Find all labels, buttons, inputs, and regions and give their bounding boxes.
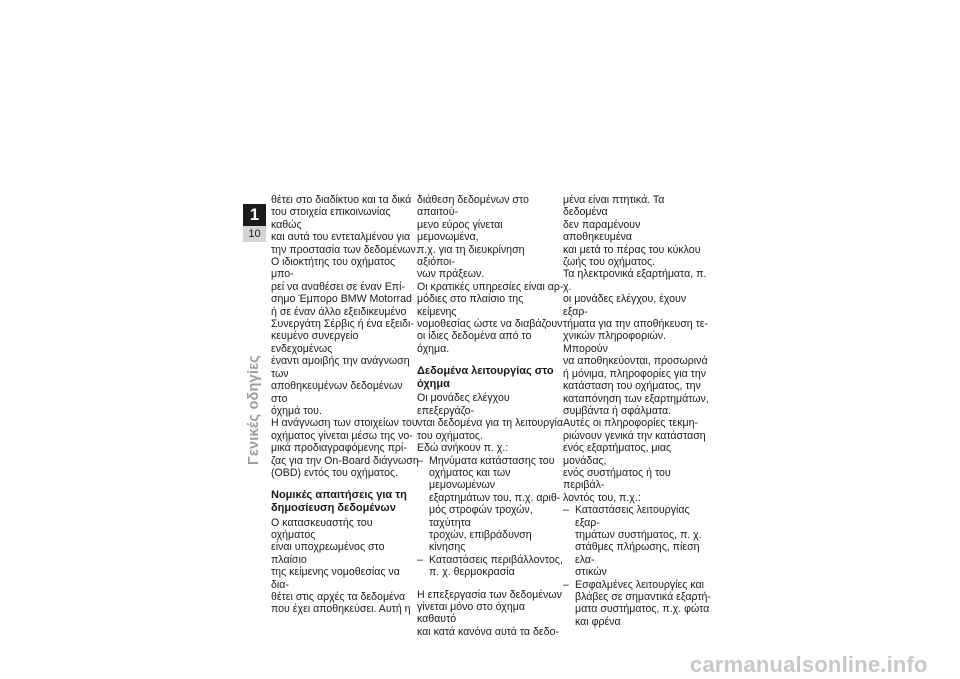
list-item: – Καταστάσεις περιβάλλοντος, π. χ. θερμοκρασία bbox=[417, 554, 565, 579]
stored-info-list bbox=[563, 504, 711, 628]
watermark: carmanualsonline.info bbox=[690, 652, 928, 677]
paragraph-legal-continued: διάθεση δεδομένων στο απαιτού- μενο εύρος γίνεται μεμονωμένα, π.χ. για τη διευκρίνηση αξιόποι- νων πράξεων. Οι κρατικές υπηρεσίες είναι αρ- μόδιες στο πλαίσιο της κείμενης νομοθεσίας ώστε να διαβάζουν οι ίδιες δεδομένα από το όχημα. bbox=[417, 194, 564, 355]
text-column-1 bbox=[271, 194, 419, 616]
paragraph-data-access: θέτει στο διαδίκτυο και τα δικά του στοιχεία επικοινωνίας καθώς και αυτά του εντεταλμένου για την προστασία των δεδομένων. Ο ιδιοκτήτης του οχήματος μπο- ρεί να αναθέσει σε έναν Επί- σημο Έμπορο BMW Motorrad ή σε έναν άλλο εξειδικευμένο Συνεργάτη Σέρβις ή ένα εξειδι- κευμένο συνεργείο ενδεχομένως έναντι αμοιβής την ανάγνωση των αποθηκευμένων δεδομένων στο όχημά του. Η ανάγνωση των στοιχείων του οχήματος γίνεται μέσω της νο- μικά προδιαγραφόμενης πρί- ζας για την On-Board διάγνωση (OBD) εντός του οχήματος. bbox=[271, 194, 419, 479]
page-number: 10 bbox=[243, 226, 266, 242]
paragraph-processing-continued: μένα είναι πτητικά. Τα δεδομένα δεν παραμένουν αποθηκευμένα και μετά το πέρας του κύκλου ζωής του οχήματος. Τα ηλεκτρονικά εξαρτήματα, π. χ. οι μονάδες ελέγχου, έχουν εξαρ- τήματα για την αποθήκευση τε- χνικών πληροφοριών. Μπορούν να αποθηκεύονται, προσωρινά ή μόνιμα, πληροφορίες για την κατάσταση του οχήματος, την καταπόνηση των εξαρτημάτων, συμβάντα ή σφάλματα. Αυτές οι πληροφορίες τεκμη- ριώνουν γενικά την κατάσταση ενός εξαρτήματος, μιας μονάδας, ενός συστήματος ή του περιβάλ- λοντός του, π.χ.: bbox=[563, 194, 709, 504]
operating-data-list bbox=[417, 455, 565, 579]
section-heading-operating-data: Δεδομένα λειτουργίας στο όχημα bbox=[417, 365, 554, 390]
chapter-marker bbox=[243, 204, 266, 242]
section-heading-legal: Νομικές απαιτήσεις για τη δημοσίευση δεδομένων bbox=[271, 489, 407, 514]
text-column-2 bbox=[417, 194, 565, 638]
chapter-number: 1 bbox=[243, 204, 266, 226]
list-item: – Καταστάσεις λειτουργίας εξαρ- τημάτων συστήματος, π. χ. στάθμες πλήρωσης, πίεση ελα- στικών bbox=[563, 504, 711, 578]
list-item: – Εσφαλμένες λειτουργίες και βλάβες σε σημαντικά εξαρτή- ματα συστήματος, π.χ. φώτα και φρένα bbox=[563, 579, 711, 629]
list-item: – Μηνύματα κατάστασης του οχήματος και των μεμονωμένων εξαρτημάτων του, π.χ. αριθ- μός στροφών τροχών, ταχύτητα τροχών, επιβράδυνση κίνησης bbox=[417, 455, 565, 554]
chapter-title: Γενικές οδηγίες bbox=[246, 355, 262, 465]
text-column-3 bbox=[563, 194, 711, 628]
paragraph-operating-data: Οι μονάδες ελέγχου επεξεργάζο- νται δεδομένα για τη λειτουργία του οχήματος. Εδώ ανήκουν π. χ.: bbox=[417, 392, 563, 455]
paragraph-processing: Η επεξεργασία των δεδομένων γίνεται μόνο στο όχημα καθαυτό και κατά κανόνα αυτά τα δεδο- bbox=[417, 588, 562, 638]
paragraph-legal: Ο κατασκευαστής του οχήματος είναι υποχρεωμένος στο πλαίσιο της κείμενης νομοθεσίας να δια- θέτει στις αρχές τα δεδομένα που έχει αποθηκεύσει. Αυτή η bbox=[271, 516, 411, 616]
